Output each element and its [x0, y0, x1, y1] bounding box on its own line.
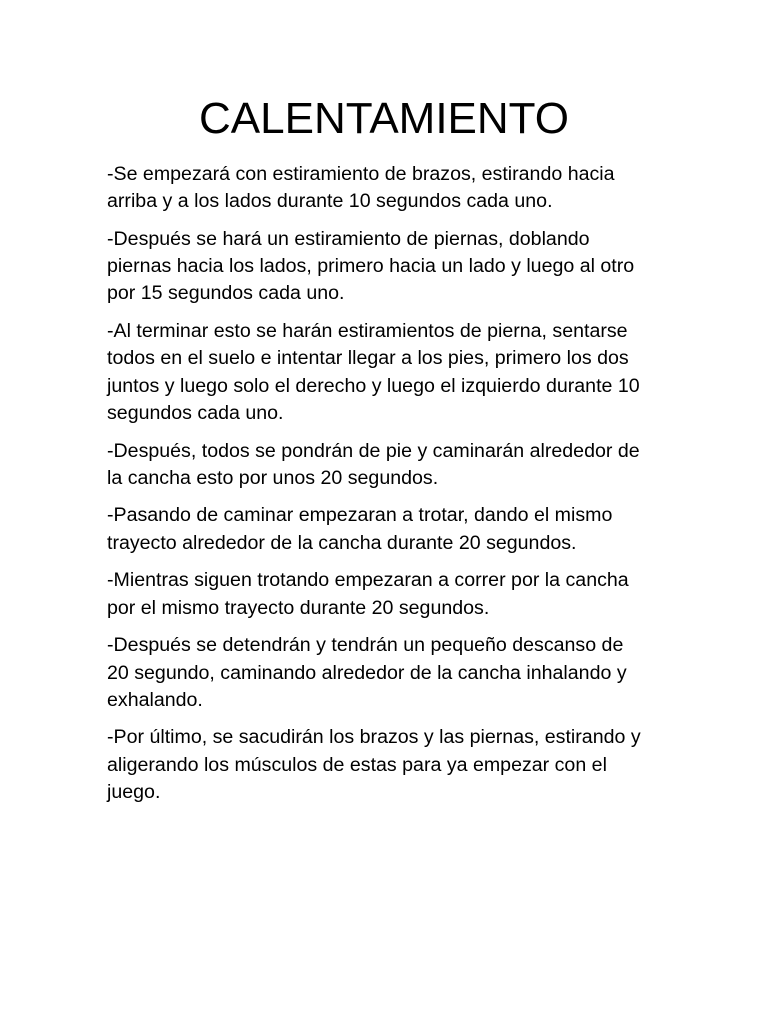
paragraph-rest: -Después se detendrán y tendrán un pequeño descanso de 20 segundo, caminando alrededor de la cancha inhalando y exhalando. [107, 634, 627, 711]
paragraph-jog: -Pasando de caminar empezaran a trotar, dando el mismo trayecto alrededor de la cancha durante 20 segundos. [107, 504, 613, 554]
document-body [107, 161, 667, 817]
paragraph-run: -Mientras siguen trotando empezaran a correr por la cancha por el mismo trayecto durante 20 segundos. [107, 569, 629, 619]
document-title: CALENTAMIENTO [199, 94, 569, 143]
paragraph-walk: -Después, todos se pondrán de pie y caminarán alrededor de la cancha esto por unos 20 segundos. [107, 439, 640, 489]
paragraph-leg-stretch-floor: -Al terminar esto se harán estiramientos de pierna, sentarse todos en el suelo e intentar llegar a los pies, primero los dos juntos y luego solo el derecho y luego el izquierdo durante 10 segundos cada uno. [107, 320, 640, 424]
paragraph-arm-stretch: -Se empezará con estiramiento de brazos, estirando hacia arriba y a los lados durante 10 segundos cada uno. [107, 163, 615, 213]
paragraph-shake-out: -Por último, se sacudirán los brazos y las piernas, estirando y aligerando los músculos de estas para ya empezar con el juego. [107, 726, 641, 804]
paragraph-leg-stretch-sides: -Después se hará un estiramiento de piernas, doblando piernas hacia los lados, primero hacia un lado y luego al otro por 15 segundos cada uno. [107, 227, 635, 305]
